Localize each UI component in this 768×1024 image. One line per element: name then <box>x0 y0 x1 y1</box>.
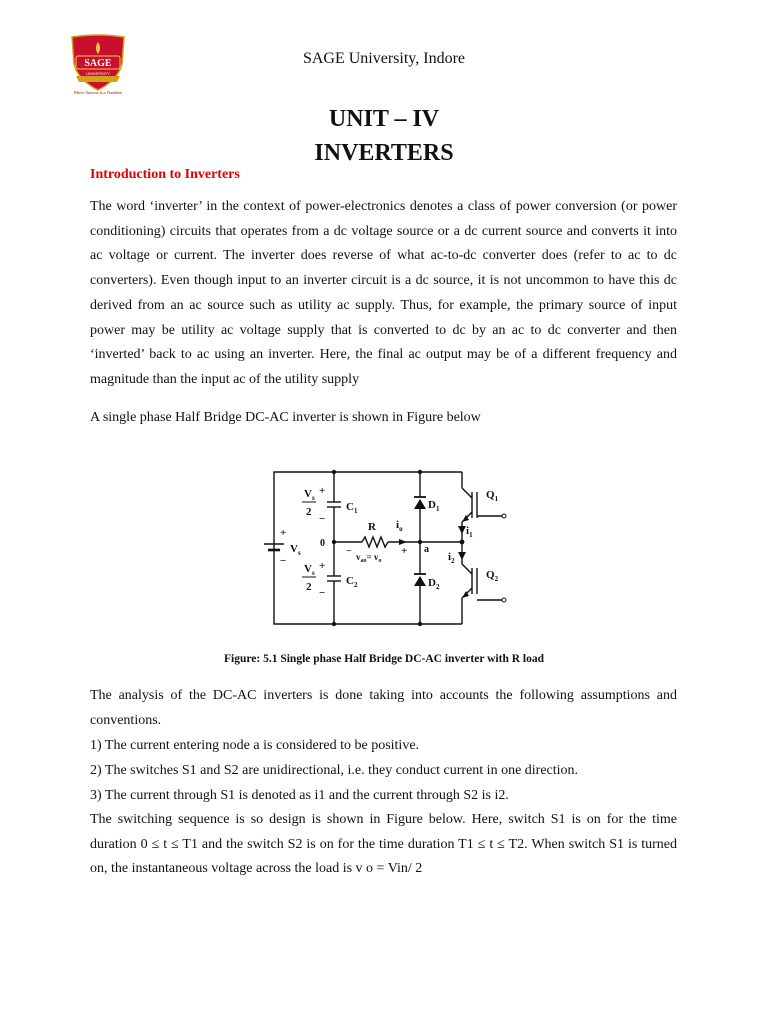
label-plus-c1: + <box>319 485 326 497</box>
logo-tagline: Where Success is a Tradition <box>73 90 123 95</box>
logo-subtext: UNIVERSITY <box>85 71 111 76</box>
label-two-top: 2 <box>306 506 312 518</box>
figure-intro-text: A single phase Half Bridge DC-AC inverter is shown in Figure below <box>90 410 481 425</box>
analysis-intro: The analysis of the DC-AC inverters is done taking into accounts the following assumptions and conventions. <box>90 688 677 728</box>
label-node-0: 0 <box>320 538 325 549</box>
section-heading: Introduction to Inverters <box>90 167 240 182</box>
label-plus-c2: + <box>319 560 326 572</box>
intro-paragraph: The word ‘inverter’ in the context of power-electronics denotes a class of power conversion (or power conditioning) circuits that operates from a dc voltage source or a dc current source and converts it into ac voltage or current. The inverter does reverse of what ac-to-dc converter does (refer to ac to dc converters). Even though input to an inverter circuit is a dc source, it is not uncommon to have this dc derived from an ac source such as utility ac supply. Thus, for example, the primary source of input power may be utility ac voltage supply that is converted to dc by an ac to dc converter and then ‘inverted’ back to ac using an inverter. Here, the final ac output may be of a different frequency and magnitude than the input ac of the utility supply <box>90 199 677 387</box>
label-vao: $v_{ao}= v_o$ <box>356 552 382 564</box>
assumption-item: 3) The current through S1 is denoted as i1 and the current through S2 is i2. <box>90 788 509 803</box>
switching-paragraph: The switching sequence is so design is shown in Figure below. Here, switch S1 is on for the time duration 0 ≤ t ≤ T1 and the switch S2 is on for the time duration T1 ≤ t ≤ T2. When switch S1 is turned on, the instantaneous voltage across the load is v o = Vin/ 2 <box>90 812 677 877</box>
label-r: R <box>368 521 376 533</box>
label-minus-vs: − <box>280 555 287 567</box>
assumption-item: 1) The current entering node a is considered to be positive. <box>90 738 420 753</box>
label-d1: $D_1$ <box>428 499 440 513</box>
label-i2: $i_2$ <box>448 551 455 565</box>
label-io: $i_o$ <box>396 519 403 533</box>
unit-title <box>0 102 768 170</box>
label-c2: $C_2$ <box>346 575 358 589</box>
unit-number: UNIT – IV <box>328 106 440 132</box>
half-bridge-circuit-diagram <box>262 464 512 632</box>
label-minus-c1: − <box>319 513 326 525</box>
label-i1: $i_1$ <box>466 525 473 539</box>
assumption-item: 2) The switches S1 and S2 are unidirectional, i.e. they conduct current in one direction. <box>90 763 579 778</box>
label-minus-load: − <box>346 546 352 557</box>
label-plus-vs: + <box>280 527 287 539</box>
unit-topic: INVERTERS <box>314 140 454 166</box>
label-vs-half-bottom: $V_s$ <box>304 563 315 577</box>
label-vs: $V_s$ <box>290 543 301 557</box>
label-q1: $Q_1$ <box>486 489 499 503</box>
label-c1: $C_1$ <box>346 501 358 515</box>
label-q2: $Q_2$ <box>486 569 499 583</box>
figure-caption: Figure: 5.1 Single phase Half Bridge DC-AC inverter with R load <box>224 653 544 665</box>
label-node-a: a <box>424 544 429 555</box>
label-vs-half-top: $V_s$ <box>304 488 315 502</box>
university-name: SAGE University, Indore <box>302 50 466 67</box>
label-two-bottom: 2 <box>306 581 312 593</box>
logo-text: SAGE <box>84 58 112 69</box>
label-plus-load: + <box>401 545 408 557</box>
label-minus-c2: − <box>319 587 326 599</box>
label-d2: $D_2$ <box>428 577 440 591</box>
